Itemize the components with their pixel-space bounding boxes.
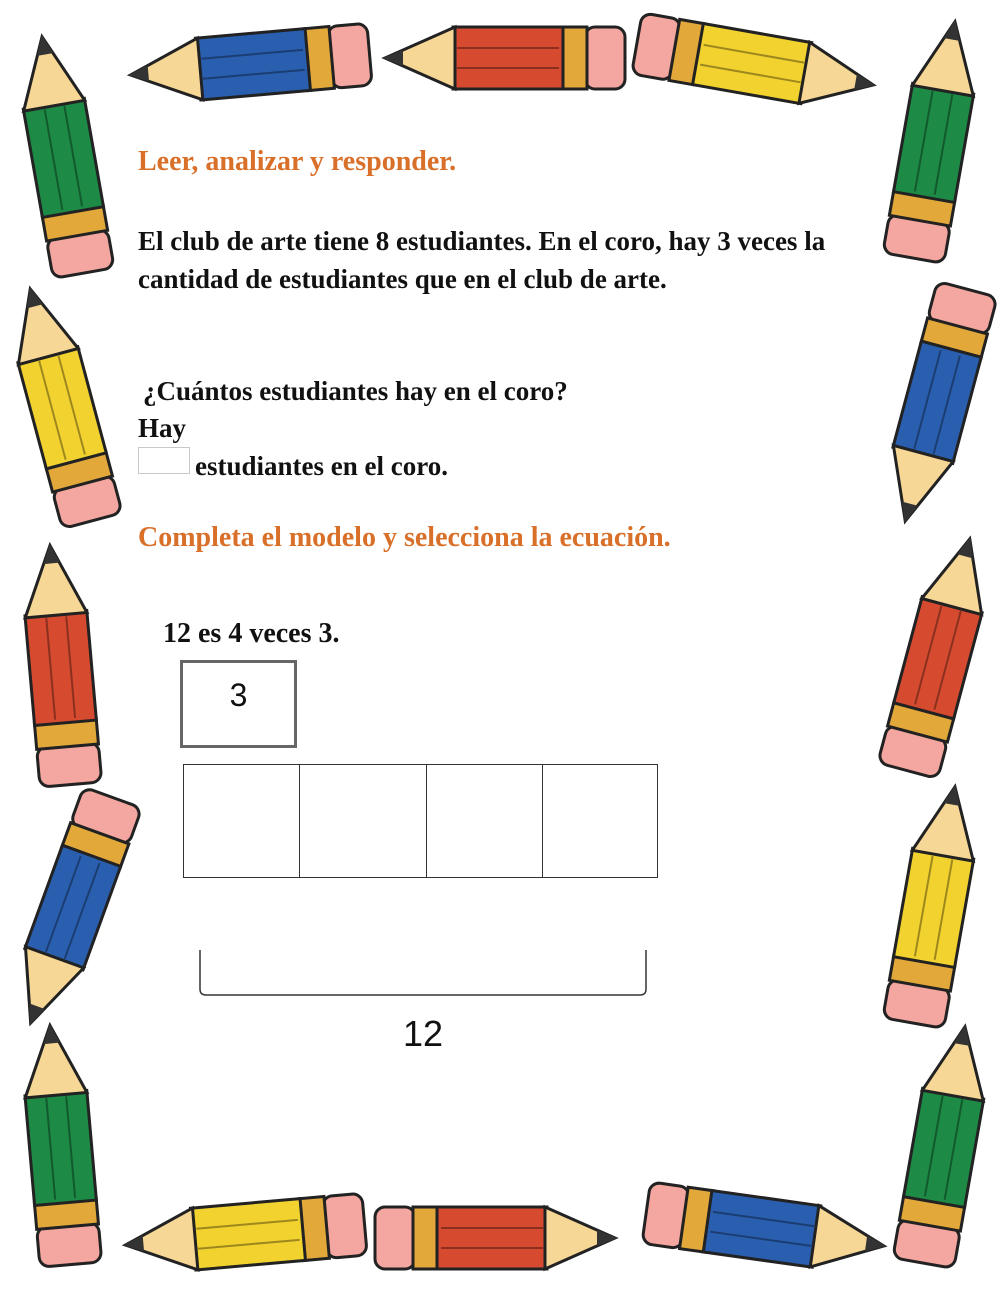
pencil-icon: [883, 779, 986, 1028]
section2-heading: Completa el modelo y selecciona la ecuación.: [138, 522, 671, 553]
answer-input[interactable]: [138, 447, 190, 474]
total-bracket: [190, 945, 660, 1005]
pencil-icon: [19, 541, 102, 787]
pencil-icon: [375, 1207, 617, 1269]
unit-value: 3: [229, 677, 248, 713]
model-cell-1[interactable]: [183, 764, 300, 878]
pencil-icon: [11, 29, 114, 278]
model-cell-2[interactable]: [299, 764, 427, 878]
pencil-icon: [121, 1193, 367, 1276]
pencil-icon: [893, 1019, 996, 1268]
pencil-icon: [19, 1021, 102, 1267]
pencil-icon: [875, 281, 998, 531]
answer-prefix: Hay: [138, 413, 187, 443]
pencil-icon: [883, 14, 986, 263]
pencil-icon: [383, 27, 625, 89]
heading-instructions: Leer, analizar y responder.: [138, 146, 457, 177]
pencil-icon: [632, 13, 881, 116]
pencil-icon: [0, 279, 122, 529]
problem-text: El club de arte tiene 8 estudiantes. En el coro, hay 3 veces la cantidad de estudiantes que en el club de arte.: [138, 226, 826, 294]
question-text: ¿Cuántos estudiantes hay en el coro?: [143, 376, 568, 406]
pencil-icon: [1, 787, 142, 1036]
pencil-icon: [126, 23, 372, 106]
answer-suffix: estudiantes en el coro.: [195, 451, 448, 481]
model-cell-4[interactable]: [542, 764, 658, 878]
model-cell-3[interactable]: [426, 764, 543, 878]
pencil-icon: [642, 1182, 890, 1277]
unit-box: [180, 660, 297, 748]
model-statement: 12 es 4 veces 3.: [163, 618, 340, 649]
pencil-icon: [878, 529, 1000, 779]
total-value: 12: [403, 1013, 444, 1054]
